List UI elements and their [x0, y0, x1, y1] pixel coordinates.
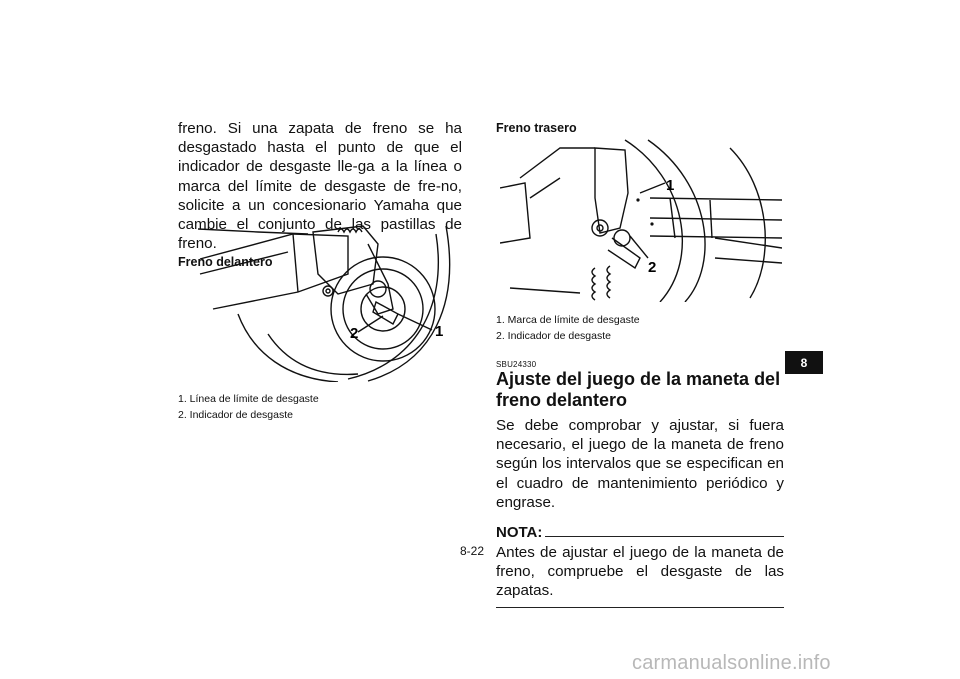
rear-brake-captions: [496, 313, 784, 344]
front-caption-item: 2. Indicador de desgaste: [178, 408, 293, 421]
note-rule: [545, 536, 784, 537]
section-paragraph: Se debe comprobar y ajustar, si fuera necesario, el juego de la maneta de freno según los intervalos que se especifican en el cuadro de mantenimiento periódico y engrase.: [496, 417, 784, 511]
front-brake-illustration: [198, 214, 460, 382]
rear-brake-illustration: [500, 138, 782, 302]
front-brake-drawing: [198, 214, 460, 382]
front-caption-item: 1. Línea de límite de desgaste: [178, 393, 319, 405]
front-callout-1: 1: [435, 323, 444, 340]
section-title: Ajuste del juego de la maneta del freno delantero: [496, 369, 781, 410]
intro-paragraph: freno. Si una zapata de freno se ha desgastado hasta el punto de que el indicador de desgaste lle-ga a la línea o marca del límite de desgaste de fre-no, solicite a un concesionario Yamaha que cambie el conjunto de las pastillas de freno.: [178, 120, 462, 253]
page-number: 8-22: [460, 544, 485, 558]
note-label: NOTA:: [496, 524, 543, 542]
section-block: [496, 360, 784, 608]
note-bottom-rule: [496, 607, 784, 608]
note-header: [496, 524, 784, 541]
chapter-tab: 8: [785, 351, 823, 374]
rear-callout-1: 1: [666, 177, 675, 194]
rear-caption-item: 2. Indicador de desgaste: [496, 329, 611, 342]
section-code: SBU24330: [496, 360, 537, 369]
note-text: Antes de ajustar el juego de la maneta de freno, compruebe el desgaste de las zapatas.: [496, 544, 784, 600]
rear-brake-figure-title: Freno trasero: [496, 121, 577, 135]
rear-callout-2: 2: [648, 259, 657, 276]
front-callout-2: 2: [350, 325, 359, 342]
rear-caption-item: 1. Marca de límite de desgaste: [496, 314, 640, 326]
rear-brake-drawing: [500, 138, 782, 302]
front-brake-captions: [178, 392, 462, 423]
watermark: carmanualsonline.info: [632, 652, 831, 674]
front-brake-figure-title: Freno delantero: [178, 255, 273, 270]
